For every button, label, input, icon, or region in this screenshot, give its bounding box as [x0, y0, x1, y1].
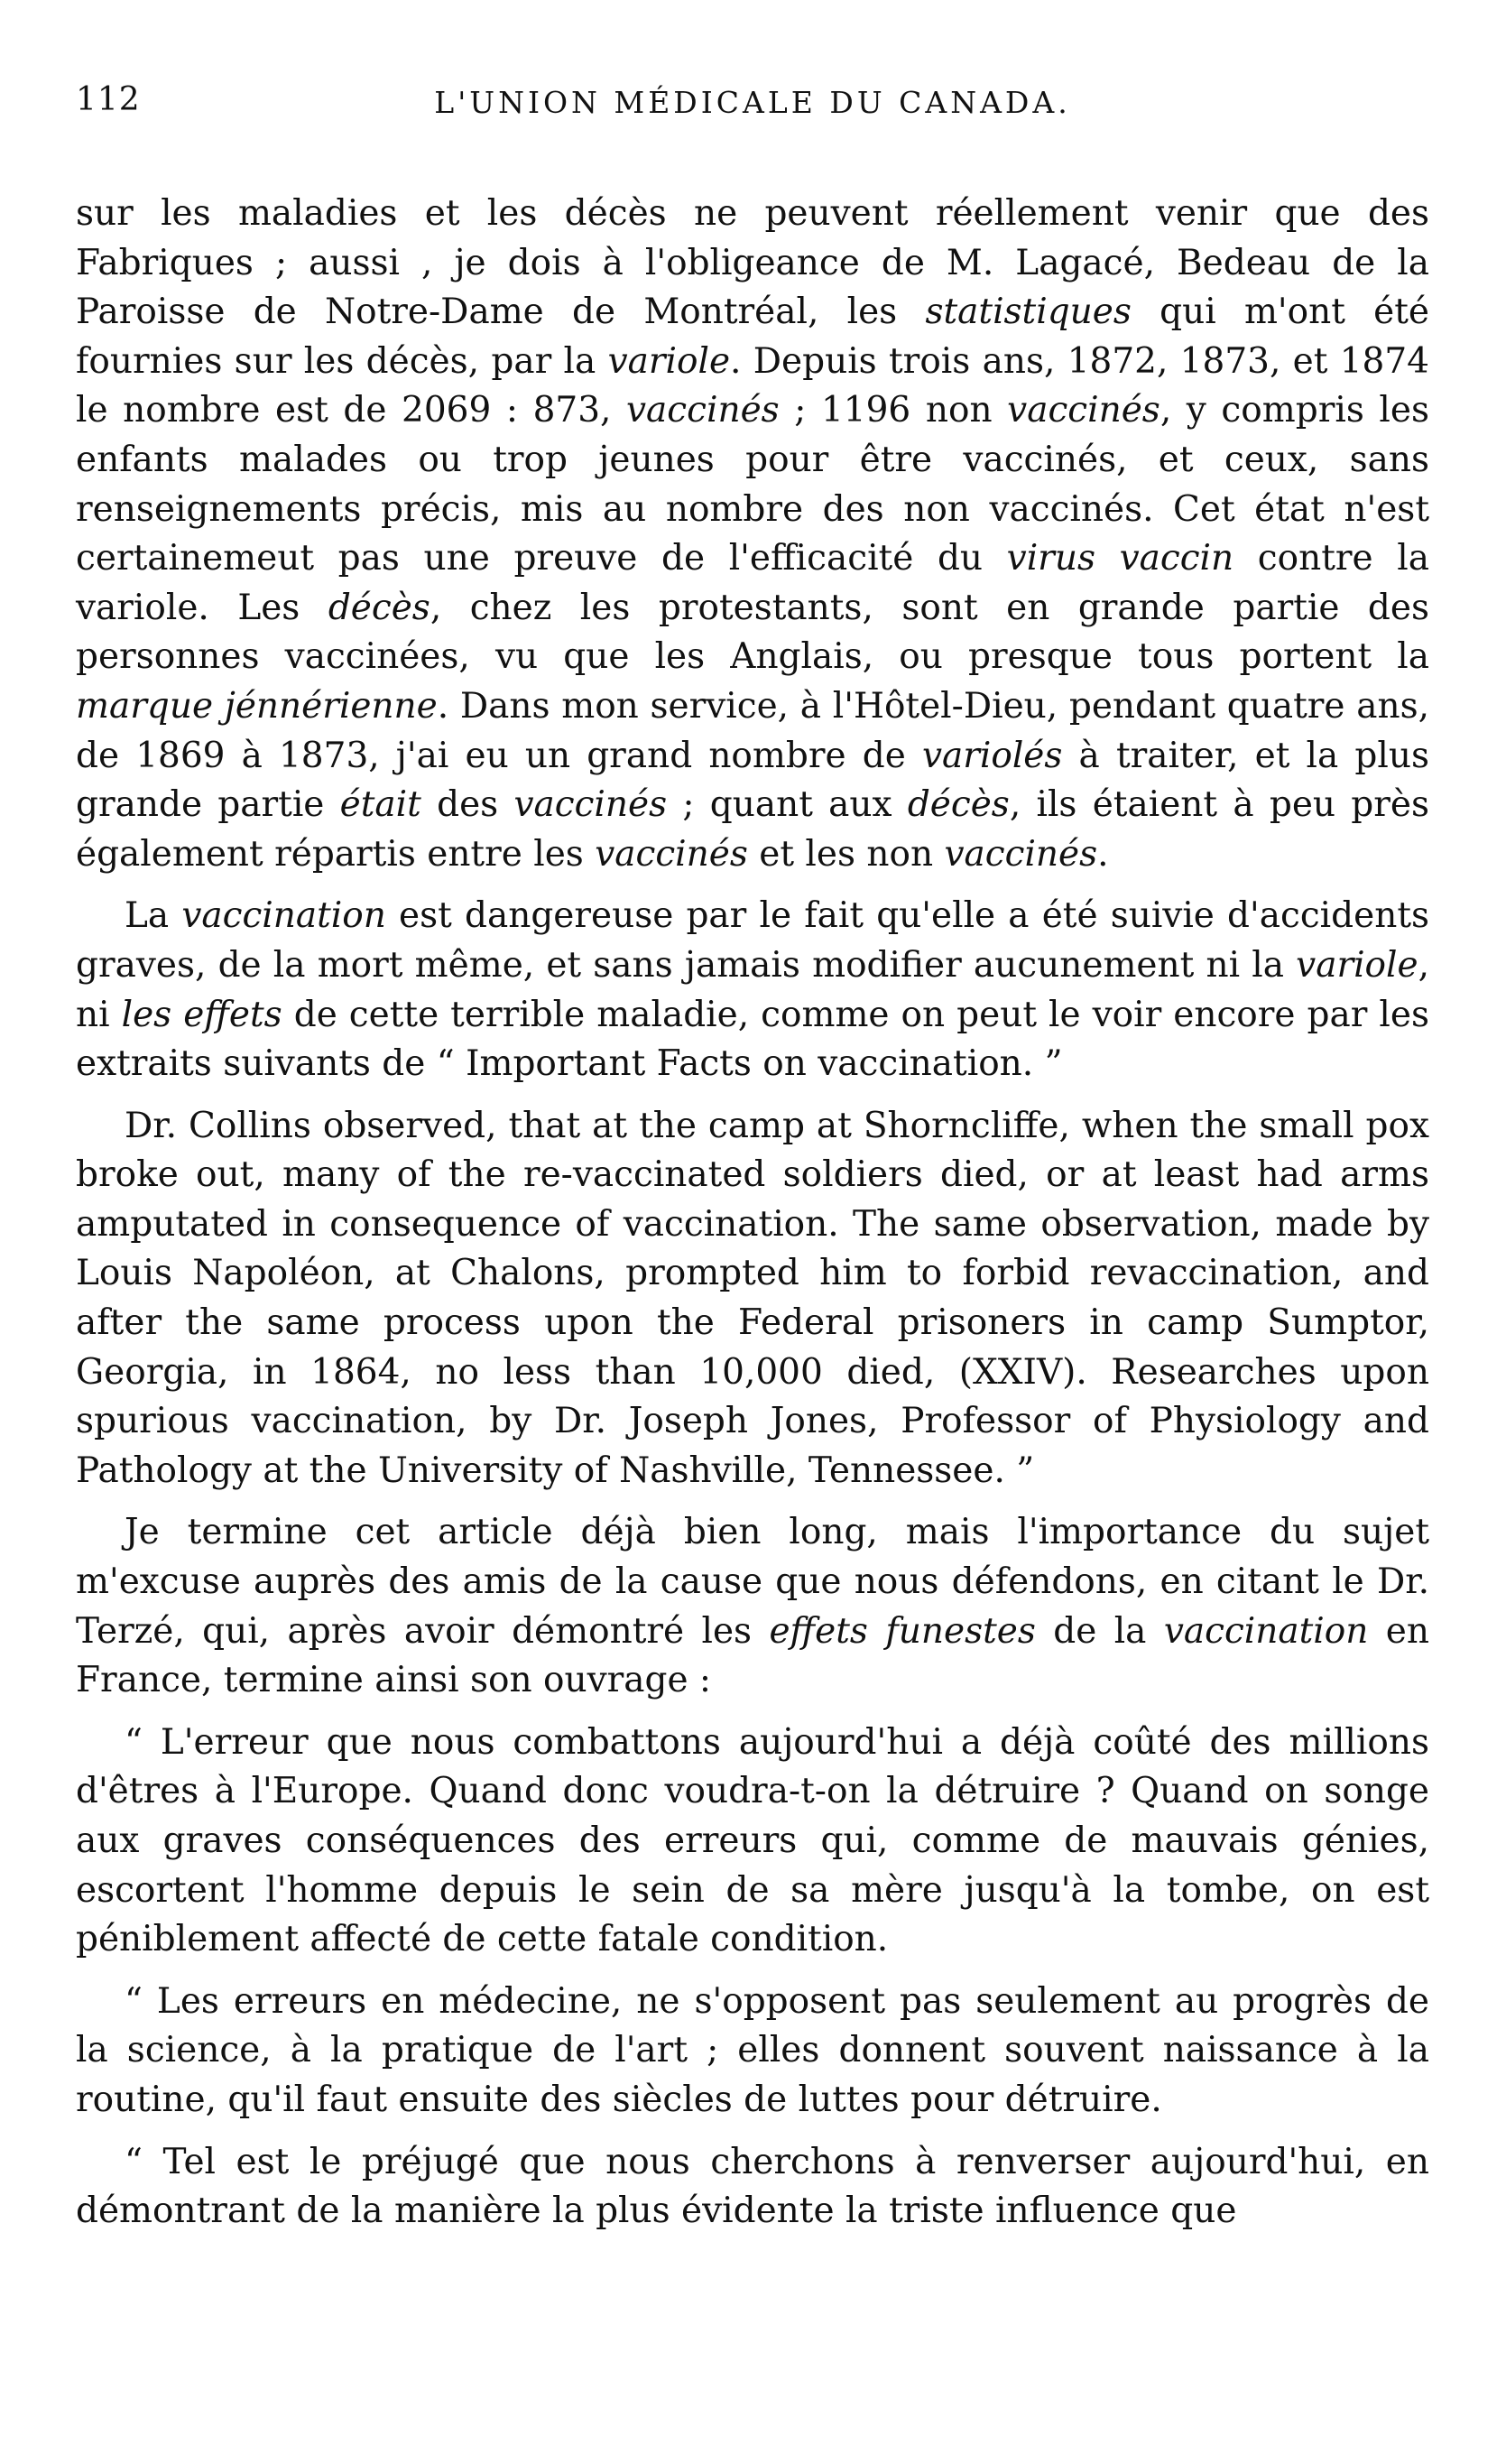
italic-text: décès — [907, 784, 1010, 826]
italic-text: vaccinés — [513, 784, 668, 826]
italic-text: les effets — [121, 994, 282, 1035]
italic-text: vaccinés — [626, 390, 780, 431]
text-run: et les non — [747, 833, 945, 875]
text-run: , ni — [76, 944, 1429, 1035]
text-run: Dr. Collins observed, that at the camp at Shorncliffe, when the small pox broke out, many of the re-vaccinated soldiers died, or at least had arms amputated in consequence of vaccination. The same observation, made by Louis Napoléon, at Chalons, prompted him to forbid revaccination, and after the same process upon the Federal prisoners in camp Sumptor, Georgia, in 1864, no less than 10,000 died, (XXIV). Researches upon spurious vaccination, by Dr. Joseph Jones, Professor of Physiology and Pathology at the University of Nashville, Tennessee. ” — [76, 1105, 1429, 1491]
text-run: de cette terrible maladie, comme on peut le voir encore par les extraits suivants de “ Important Facts on vaccination. ” — [76, 994, 1429, 1085]
text-run: des — [420, 784, 514, 826]
paragraph-p3 — [76, 1102, 1429, 1496]
italic-text: virus vaccin — [1006, 538, 1234, 579]
paragraph-p1 — [76, 190, 1429, 879]
italic-text: variole — [1296, 944, 1418, 986]
text-run: La — [125, 895, 182, 937]
paragraph-p6 — [76, 1978, 1429, 2126]
text-run: , y compris les enfants malades ou trop jeunes pour être vaccinés, et ceux, sans renseignements précis, mis au nombre des non vaccinés. Cet état n'est certainemeut pas une preuve de l'efficacité du — [76, 390, 1429, 579]
italic-text: effets funestes — [769, 1610, 1036, 1652]
text-run: sur les maladies et les décès ne peuvent réellement venir que des Fabriques ; aussi , je dois à l'obligeance de M. Lagacé, Bedeau de la Paroisse de Notre-Dame de Montréal, les — [76, 193, 1429, 333]
paragraph-p2 — [76, 892, 1429, 1088]
italic-text: variolés — [921, 735, 1063, 776]
text-run: en France, termine ainsi son ouvrage : — [76, 1610, 1429, 1701]
text-run: “ Tel est le préjugé que nous cherchons à renverser aujourd'hui, en démontrant de la manière la plus évidente la triste influence que — [76, 2141, 1429, 2232]
text-run: qui m'ont été fournies sur les décès, par la — [76, 292, 1430, 382]
text-run: de la — [1035, 1610, 1164, 1652]
text-run: , chez les protestants, sont en grande partie des personnes vaccinées, vu que les Anglais, ou presque tous portent la — [76, 587, 1429, 678]
text-run: “ L'erreur que nous combattons aujourd'hui a déjà coûté des millions d'êtres à l'Europe. Quand donc voudra-t-on la détruire ? Quand on songe aux graves conséquences des erreurs qui, comme de mauvais génies, escortent l'homme depuis le sein de sa mère jusqu'à la tombe, on est péniblement affecté de cette fatale condition. — [76, 1721, 1429, 1960]
italic-text: marque jénnérienne — [76, 685, 438, 727]
running-header — [76, 63, 1429, 126]
document-page — [76, 63, 1429, 2249]
text-run: ; 1196 non — [779, 390, 1008, 431]
italic-text: variole — [607, 340, 731, 382]
text-run: . Dans mon service, à l'Hôtel-Dieu, pendant quatre ans, de 1869 à 1873, j'ai eu un grand nombre de — [76, 685, 1429, 776]
italic-text: était — [339, 784, 421, 826]
journal-title: L'UNION MÉDICALE DU CANADA. — [434, 85, 1071, 120]
text-run: . Depuis trois ans, 1872, 1873, et 1874 le nombre est de 2069 : 873, — [76, 340, 1429, 431]
text-run: contre la variole. Les — [76, 538, 1429, 628]
italic-text: vaccinés — [944, 833, 1098, 875]
text-run: ; quant aux — [667, 784, 908, 826]
italic-text: vaccinés — [1007, 390, 1160, 431]
text-run: . — [1097, 833, 1109, 875]
italic-text: vaccination — [181, 895, 386, 937]
italic-text: décès — [328, 587, 430, 628]
text-run: Je termine cet article déjà bien long, mais l'importance du sujet m'excuse auprès des amis de la cause que nous défendons, en citant le Dr. Terzé, qui, après avoir démontré les — [76, 1512, 1429, 1652]
italic-text: statistiques — [925, 292, 1132, 333]
paragraph-p5 — [76, 1718, 1429, 1965]
italic-text: vaccination — [1163, 1610, 1369, 1652]
italic-text: vaccinés — [595, 833, 748, 875]
text-run: “ Les erreurs en médecine, ne s'opposent pas seulement au progrès de la science, à la pratique de l'art ; elles donnent souvent naissance à la routine, qu'il faut ensuite des siècles de luttes pour détruire. — [76, 1980, 1429, 2120]
text-run: , ils étaient à peu près également répartis entre les — [76, 784, 1430, 875]
paragraph-p4 — [76, 1508, 1429, 1705]
body-text — [76, 190, 1429, 2237]
text-run: à traiter, et la plus grande partie — [76, 735, 1429, 826]
text-run: est dangereuse par le fait qu'elle a été suivie d'accidents graves, de la mort même, et sans jamais modifier aucunement ni la — [76, 895, 1430, 986]
paragraph-p7 — [76, 2138, 1429, 2237]
page-number: 112 — [76, 81, 141, 118]
